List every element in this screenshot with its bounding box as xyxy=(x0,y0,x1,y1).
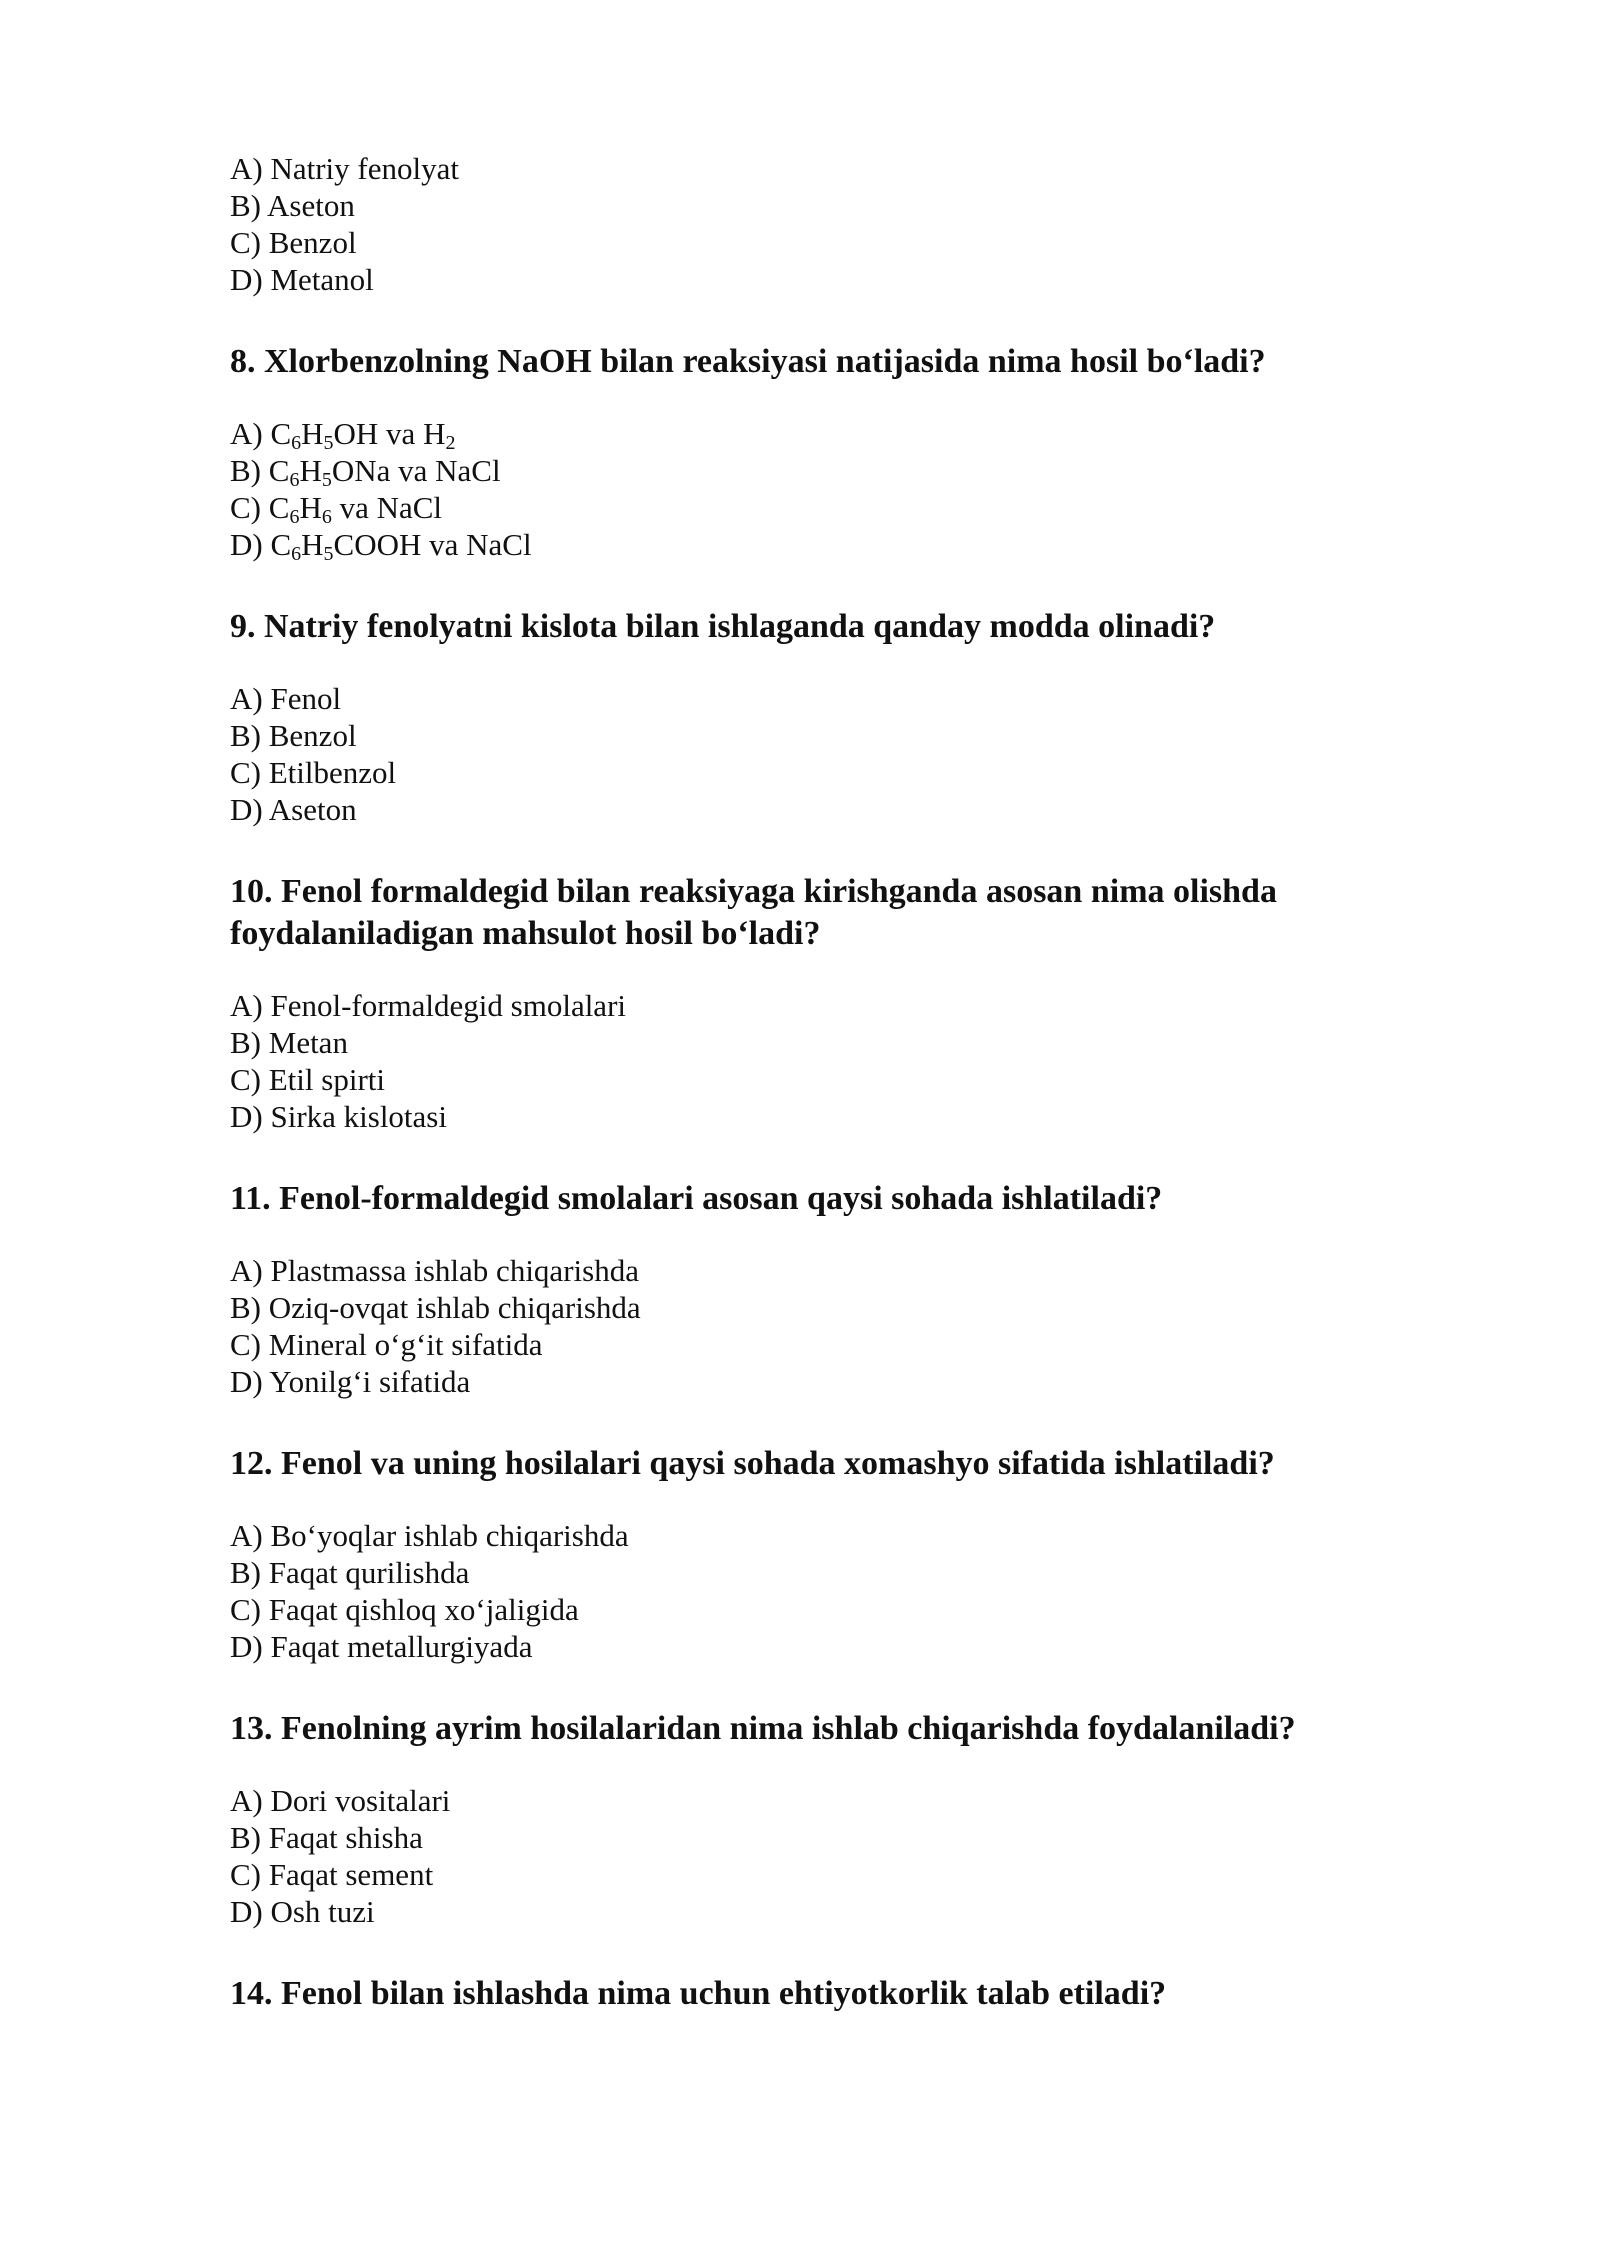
question-heading: 11. Fenol-formaldegid smolalari asosan qaysi sohada ishlatiladi? xyxy=(230,1180,1163,1217)
option-text: D) Sirka kislotasi xyxy=(230,1099,447,1134)
option-text: A) Fenol-formaldegid smolalari xyxy=(230,988,627,1023)
option-text: D) C xyxy=(230,527,292,562)
option-text: D) Metanol xyxy=(230,262,374,297)
answer-option xyxy=(230,1098,1410,1135)
quiz-content xyxy=(230,150,1410,2015)
question-heading: 12. Fenol va uning hosilalari qaysi sohada xomashyo sifatida ishlatiladi? xyxy=(230,1445,1275,1482)
answer-option xyxy=(230,1517,1410,1554)
answer-option xyxy=(230,1893,1410,1930)
option-text: C) C xyxy=(230,490,290,525)
answer-options xyxy=(230,1252,1410,1400)
option-text: C) Etilbenzol xyxy=(230,755,397,790)
question-heading: 14. Fenol bilan ishlashda nima uchun ehtiyotkorlik talab etiladi? xyxy=(230,1975,1167,2012)
answer-options xyxy=(230,150,1410,298)
subscript: 6 xyxy=(289,469,300,491)
subscript: 6 xyxy=(321,506,332,528)
option-text: A) Fenol xyxy=(230,681,342,716)
option-text: H xyxy=(299,490,322,525)
answer-option xyxy=(230,489,1410,526)
answer-option xyxy=(230,987,1410,1024)
answer-option xyxy=(230,1024,1410,1061)
answer-option xyxy=(230,1289,1410,1326)
option-text: ONa va NaCl xyxy=(331,453,501,488)
option-text: A) C xyxy=(230,416,292,451)
option-text: B) Faqat qurilishda xyxy=(230,1555,470,1590)
option-text: va NaCl xyxy=(331,490,443,525)
option-text: D) Yonilg‘i sifatida xyxy=(230,1364,471,1399)
answer-option xyxy=(230,415,1410,452)
option-text: C) Etil spirti xyxy=(230,1062,385,1097)
answer-option xyxy=(230,1252,1410,1289)
answer-option xyxy=(230,1856,1410,1893)
option-text: B) Metan xyxy=(230,1025,348,1060)
option-text: H xyxy=(301,416,324,451)
answer-option xyxy=(230,1819,1410,1856)
option-text: H xyxy=(299,453,322,488)
answer-option xyxy=(230,1363,1410,1400)
subscript: 6 xyxy=(291,543,302,565)
option-text: A) Plastmassa ishlab chiqarishda xyxy=(230,1253,639,1288)
subscript: 5 xyxy=(323,432,334,454)
answer-option xyxy=(230,791,1410,828)
option-text: D) Osh tuzi xyxy=(230,1894,375,1929)
answer-options xyxy=(230,1782,1410,1930)
subscript: 6 xyxy=(289,506,300,528)
answer-option xyxy=(230,754,1410,791)
option-text: COOH va NaCl xyxy=(333,527,532,562)
answer-option xyxy=(230,1554,1410,1591)
option-text: OH va H xyxy=(333,416,446,451)
subscript: 2 xyxy=(445,432,456,454)
answer-option xyxy=(230,1628,1410,1665)
answer-option xyxy=(230,1591,1410,1628)
option-text: C) Benzol xyxy=(230,225,357,260)
answer-option xyxy=(230,1326,1410,1363)
subscript: 5 xyxy=(323,543,334,565)
answer-option xyxy=(230,717,1410,754)
option-text: B) Oziq-ovqat ishlab chiqarishda xyxy=(230,1290,641,1325)
answer-option xyxy=(230,261,1410,298)
answer-option xyxy=(230,224,1410,261)
answer-option xyxy=(230,1061,1410,1098)
option-text: B) C xyxy=(230,453,290,488)
answer-options xyxy=(230,680,1410,828)
question-heading: 10. Fenol formaldegid bilan reaksiyaga kirishganda asosan nima olishda foydalaniladigan mahsulot hosil bo‘ladi? xyxy=(230,873,1277,952)
option-text: C) Faqat qishloq xo‘jaligida xyxy=(230,1592,579,1627)
answer-options xyxy=(230,415,1410,563)
option-text: B) Benzol xyxy=(230,718,357,753)
option-text: C) Mineral o‘g‘it sifatida xyxy=(230,1327,543,1362)
answer-option xyxy=(230,187,1410,224)
option-text: C) Faqat sement xyxy=(230,1857,434,1892)
option-text: A) Dori vositalari xyxy=(230,1783,451,1818)
question-heading: 9. Natriy fenolyatni kislota bilan ishlaganda qanday modda olinadi? xyxy=(230,608,1216,645)
question-heading: 8. Xlorbenzolning NaOH bilan reaksiyasi natijasida nima hosil bo‘ladi? xyxy=(230,343,1266,380)
option-text: A) Bo‘yoqlar ishlab chiqarishda xyxy=(230,1518,629,1553)
option-text: B) Faqat shisha xyxy=(230,1820,423,1855)
answer-option xyxy=(230,526,1410,563)
answer-options xyxy=(230,987,1410,1135)
answer-option xyxy=(230,680,1410,717)
answer-option xyxy=(230,150,1410,187)
subscript: 6 xyxy=(291,432,302,454)
option-text: D) Aseton xyxy=(230,792,357,827)
answer-option xyxy=(230,1782,1410,1819)
option-text: H xyxy=(301,527,324,562)
answer-options xyxy=(230,1517,1410,1665)
answer-option xyxy=(230,452,1410,489)
subscript: 5 xyxy=(321,469,332,491)
question-heading: 13. Fenolning ayrim hosilalaridan nima ishlab chiqarishda foydalaniladi? xyxy=(230,1710,1296,1747)
option-text: B) Aseton xyxy=(230,188,355,223)
option-text: A) Natriy fenolyat xyxy=(230,151,459,186)
option-text: D) Faqat metallurgiyada xyxy=(230,1629,533,1664)
